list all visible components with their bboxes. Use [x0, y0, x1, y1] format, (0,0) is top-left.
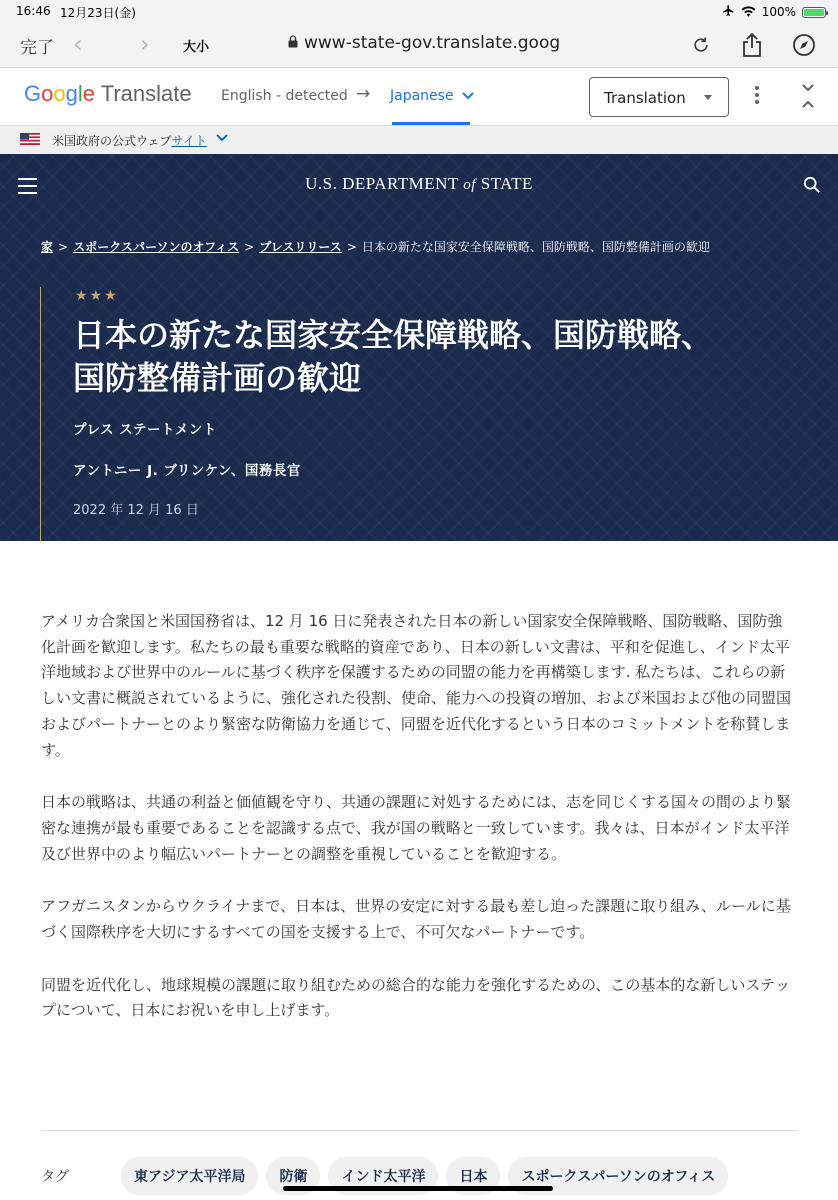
reload-icon[interactable] — [686, 30, 716, 60]
google-logo: Google — [24, 81, 96, 106]
breadcrumb-spokesperson[interactable]: スポークスパーソンのオフィス — [73, 240, 240, 254]
gov-banner — [0, 126, 838, 154]
share-icon[interactable] — [737, 30, 767, 60]
target-language-dropdown[interactable] — [390, 88, 474, 104]
article-author: アントニー J. ブリンケン、国務長官 — [73, 463, 301, 479]
translation-mode-select[interactable] — [589, 77, 729, 117]
chevron-down-icon[interactable] — [216, 132, 228, 146]
url-text: www-state-gov.translate.goog — [304, 33, 561, 53]
breadcrumb-home[interactable]: 家 — [41, 240, 54, 254]
text-size-button[interactable]: 大小 — [183, 40, 210, 55]
kebab-icon[interactable] — [752, 86, 762, 108]
article-paragraph: 日本の戦略は、共通の利益と価値観を守り、共通の課題に対処するためには、志を同じくする国々の間のより緊密な連携が最も重要であることを認識する点で、我が国の戦略と一致しています。我々は、日本がインド太平洋及び世界中のより幅広いパートナーとの調整を重視していることを歓迎する。 — [41, 793, 792, 863]
breadcrumb — [41, 238, 710, 255]
caret-down-icon — [704, 95, 712, 100]
gov-banner-text — [52, 132, 207, 149]
tag-spokesperson[interactable]: スポークスパーソンのオフィス — [508, 1157, 728, 1195]
page-header — [0, 154, 838, 541]
lock-icon — [288, 33, 298, 53]
translation-mode-value: Translation — [604, 89, 686, 107]
brand-main: U.S. DEPARTMENT — [305, 174, 459, 193]
breadcrumb-press-releases[interactable]: プレスリリース — [259, 240, 342, 254]
done-button[interactable]: 完了 — [20, 38, 54, 58]
site-logo[interactable] — [0, 174, 838, 194]
breadcrumb-separator: > — [244, 240, 255, 254]
home-indicator[interactable] — [283, 1186, 553, 1191]
us-flag-icon — [20, 133, 40, 145]
wifi-icon — [741, 5, 756, 20]
browser-toolbar — [0, 24, 838, 68]
source-language[interactable]: English - detected — [221, 88, 348, 104]
target-language: Japanese — [390, 88, 454, 104]
status-date: 12月23日(金) — [60, 6, 136, 20]
target-language-underline — [392, 122, 470, 125]
battery-percentage: 100% — [761, 5, 796, 19]
tag-japan[interactable]: 日本 — [446, 1157, 500, 1195]
translate-bar — [0, 68, 838, 126]
airplane-icon — [722, 4, 735, 20]
gov-banner-label: 米国政府の公式ウェブ — [52, 134, 172, 148]
divider — [41, 1130, 798, 1131]
breadcrumb-separator: > — [346, 240, 357, 254]
title-accent-line — [40, 287, 41, 541]
article-type: プレス ステートメント — [73, 422, 217, 438]
forward-icon[interactable]: › — [140, 30, 150, 58]
translate-wordmark: Translate — [100, 81, 192, 106]
google-translate-logo[interactable] — [24, 81, 192, 107]
tag-indo-pacific[interactable]: インド太平洋 — [328, 1157, 438, 1195]
chevron-down-icon — [462, 92, 474, 100]
breadcrumb-separator: > — [58, 240, 69, 254]
article-body — [41, 609, 796, 1051]
tags-label: タグ — [41, 1169, 69, 1185]
gov-banner-link[interactable]: サイト — [171, 134, 207, 148]
article-date: 2022 年 12 月 16 日 — [73, 503, 199, 518]
tag-defense[interactable]: 防衛 — [266, 1157, 320, 1195]
brand-end: STATE — [480, 174, 533, 193]
breadcrumb-current: 日本の新たな国家安全保障戦略、国防戦略、国防整備計画の歓迎 — [361, 240, 710, 254]
search-icon[interactable] — [803, 176, 821, 198]
arrow-icon: → — [356, 84, 371, 104]
compass-icon[interactable] — [789, 30, 819, 60]
status-bar — [0, 0, 838, 24]
battery-icon — [802, 7, 826, 18]
tag-east-asia-pacific[interactable]: 東アジア太平洋局 — [121, 1157, 258, 1195]
stars-decoration: ★★★ — [75, 288, 119, 304]
page-title: 日本の新たな国家安全保障戦略、国防戦略、国防整備計画の歓迎 — [73, 316, 714, 397]
battery-level — [804, 9, 824, 16]
article-paragraph: 同盟を近代化し、地球規模の課題に取り組むための総合的な能力を強化するための、この基本的な新しいステップについて、日本にお祝いを申し上げます。 — [41, 975, 791, 1020]
brand-of: of — [463, 177, 476, 193]
collapse-icon[interactable] — [800, 82, 816, 114]
article-paragraph: アメリカ合衆国と米国国務省は、12 月 16 日に発表された日本の新しい国家安全保障戦略、国防戦略、国防強化計画を歓迎します。私たちの最も重要な戦略的資産であり、日本の新しい文書は、平和を促進し、インド太平洋地域および世界中のルールに基づく秩序を保護するための同盟の能力を再構築します. 私たちは、これらの新しい文書に概説されているように、強化された役割、使命、能力への投資の増加、および米国および他の同盟国およびパートナーとのより緊密な防衛協力を通じて、同盟を近代化するという日本のコミットメントを称賛します。 — [41, 612, 792, 759]
article-paragraph: アフガニスタンからウクライナまで、日本は、世界の安定に対する最も差し迫った課題に取り組み、ルールに基づく国際秩序を大切にするすべての国を支援する上で、不可欠なパートナーです。 — [41, 897, 791, 942]
back-icon[interactable]: ‹ — [73, 30, 83, 58]
status-time: 16:46 — [16, 4, 51, 18]
address-bar[interactable] — [288, 33, 560, 53]
